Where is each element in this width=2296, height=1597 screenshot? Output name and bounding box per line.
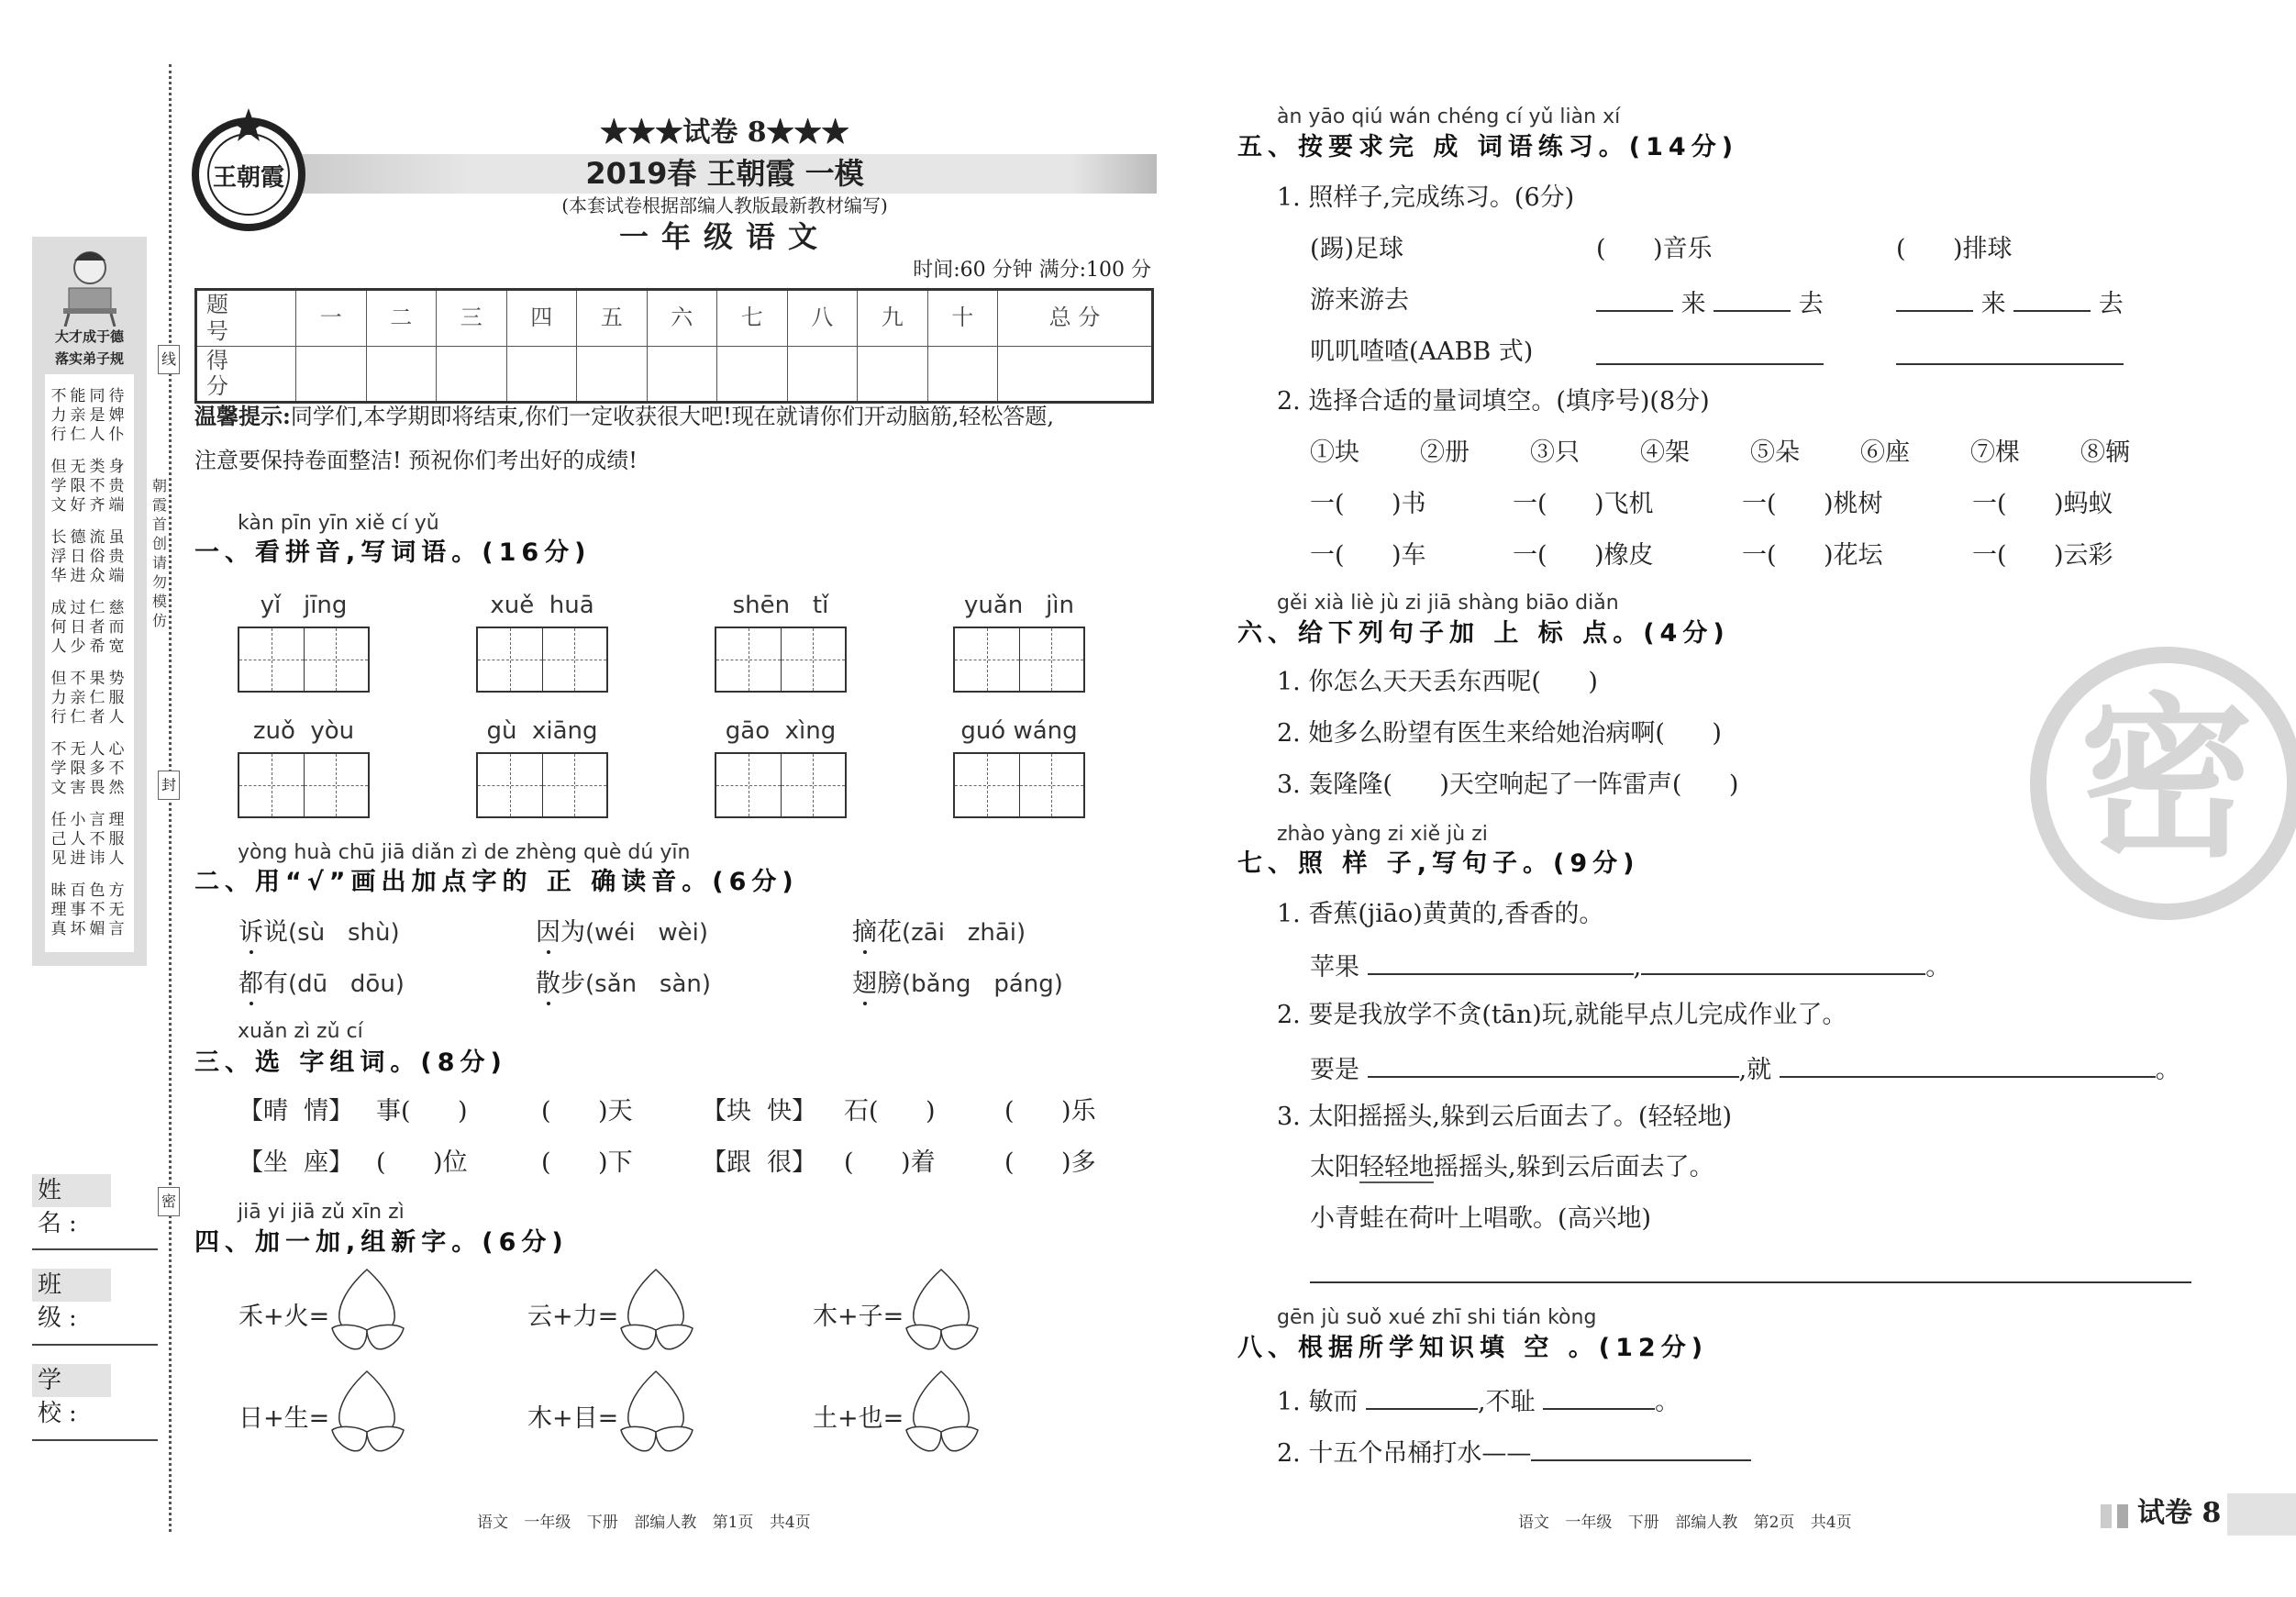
aabb-blank-1[interactable] [1596, 363, 1824, 365]
score-input-row [196, 346, 1153, 403]
s4-pinyin: jiā yi jiā zǔ xīn zì [238, 1201, 405, 1224]
blank[interactable] [1368, 949, 1634, 975]
score-header-cell: 题 号 [196, 290, 296, 347]
blank[interactable] [1641, 949, 1925, 975]
s7-q3-example [1310, 1153, 1714, 1182]
score-cell[interactable] [787, 346, 858, 403]
verse-line: 行仁者人 [50, 708, 128, 726]
exam-subtitle: (本套试卷根据部编人教版最新教材编写) [561, 194, 888, 216]
measure-fill-item[interactable]: 一( )车 [1310, 541, 1426, 570]
grid-cell[interactable] [478, 754, 543, 816]
pinyin-options[interactable]: (wéi wèi) [585, 919, 709, 947]
wangzhaoxia-logo [188, 101, 316, 238]
word-pinyin: gù xiāng [486, 717, 598, 745]
measure-fill-item[interactable]: 一( )桃树 [1742, 490, 1883, 518]
s5-q2: 2. 选择合适的量词填空。(填序号)(8分) [1277, 387, 1710, 416]
s6-title: 六、给下列句子加 上 标 点。(4分) [1237, 619, 1730, 648]
s7-q3-task: 小青蛙在荷叶上唱歌。(高兴地) [1310, 1204, 1652, 1233]
score-header-cell: 十 [927, 290, 998, 347]
addition-formula: 木+目= [527, 1404, 619, 1433]
char: 为 [560, 918, 585, 947]
score-header-cell: 一 [296, 290, 367, 347]
s5-title: 五、按要求完 成 词语练习。(14分) [1237, 133, 1739, 161]
s6-pinyin: gěi xià liè jù zi jiā shàng biāo diǎn [1277, 592, 1619, 615]
measure-word-option: ③只 [1530, 438, 1580, 467]
pronunciation-item[interactable] [238, 970, 405, 999]
motto-sidebar [32, 237, 147, 966]
s3-title: 三、选 字组词。(8分) [194, 1048, 507, 1077]
verse-group [45, 811, 134, 869]
grid-cell[interactable] [782, 754, 846, 816]
score-table [194, 288, 1154, 404]
blank[interactable] [2013, 286, 2091, 312]
logo-text: 王朝霞 [212, 164, 285, 192]
pinyin-options[interactable]: (bǎng páng) [902, 970, 1063, 998]
q2-mid: ,就 [1738, 1056, 1772, 1084]
tip-line-2: 注意要保持卷面整洁! 预祝你们考出好的成绩! [194, 448, 638, 473]
dotted-char: 都 [238, 970, 263, 998]
pronunciation-item[interactable] [852, 918, 1026, 948]
verse-line: 浮日俗贵 [50, 548, 128, 566]
verse-line: 长德流虽 [50, 528, 128, 547]
cut-mark-feng: 封 [158, 771, 180, 800]
s1-title: 一、看拼音,写词语。(16分) [194, 538, 592, 567]
verse-line: 文害畏然 [50, 779, 128, 797]
s5-pinyin: àn yāo qiú wán chéng cí yǔ liàn xí [1277, 105, 1621, 128]
s8-title: 八、根据所学知识填 空 。(12分) [1237, 1334, 1709, 1362]
verse-line: 不能同待 [50, 387, 128, 405]
corner-paper-label: 试卷 8 [2137, 1497, 2222, 1529]
lai-char: 来 [1680, 290, 1706, 318]
pinyin-options[interactable]: (sù shù) [288, 919, 400, 947]
pinyin-options[interactable]: (dū dōu) [288, 970, 405, 998]
verse-group [45, 882, 134, 939]
word-blank[interactable]: 事( ) [376, 1097, 468, 1126]
grid-cell[interactable] [1020, 628, 1084, 691]
s5-row-b-label: 游来游去 [1310, 286, 1409, 315]
blank[interactable] [1780, 1052, 2156, 1078]
paper-number: ★★★试卷 8★★★ [600, 116, 849, 149]
s7-q2-answer[interactable]: 要是 ,就 。 [1310, 1052, 2180, 1085]
student-cartoon-icon [60, 242, 120, 327]
school-label: 学 校: [32, 1364, 111, 1397]
peach-answer-icon[interactable] [904, 1268, 993, 1356]
class-field[interactable] [32, 1344, 158, 1346]
char-pair: 【块 快】 [702, 1097, 817, 1126]
word-pinyin: yǐ jīng [260, 592, 348, 619]
verse-line: 文好齐端 [50, 496, 128, 515]
lai-char: 来 [1980, 290, 2006, 318]
measure-word-option: ⑤朵 [1750, 438, 1800, 467]
exam-title: 2019春 王朝霞 一模 [585, 156, 864, 191]
s6-item-3[interactable]: 3. 轰隆隆( )天空响起了一阵雷声( ) [1277, 771, 1739, 799]
verse-line: 理事不无 [50, 901, 128, 919]
grid-cell[interactable] [305, 628, 369, 691]
s2-pinyin: yòng huà chū jiā diǎn zì de zhèng què dú yīn [238, 841, 691, 864]
verse-line: 但无类身 [50, 458, 128, 476]
measure-word-option: ④架 [1640, 438, 1690, 467]
char: 花 [877, 918, 902, 947]
s7-title: 七、照 样 子,写句子。(9分) [1237, 849, 1640, 878]
blank[interactable] [1896, 286, 1973, 312]
score-header-cell: 六 [647, 290, 717, 347]
word-blank[interactable]: 石( ) [844, 1097, 936, 1126]
measure-fill-item[interactable]: 一( )橡皮 [1513, 541, 1654, 570]
corner-decoration [2101, 1504, 2128, 1528]
s8-q1[interactable]: 1. 敏而 ,不耻 。 [1277, 1384, 1680, 1417]
measure-fill-item[interactable]: 一( )云彩 [1972, 541, 2113, 570]
blank[interactable] [1596, 286, 1673, 312]
addition-formula: 禾+火= [238, 1303, 330, 1331]
ex-b: 摇摇头,躲到云后面去了。 [1434, 1153, 1714, 1181]
name-field[interactable] [32, 1248, 158, 1250]
addition-formula: 土+也= [813, 1404, 904, 1433]
writing-grid[interactable] [238, 752, 370, 818]
q2-text: 2. 十五个吊桶打水—— [1277, 1439, 1532, 1468]
qu-char: 去 [1798, 290, 1824, 318]
s4-title: 四、加一加,组新字。(6分) [194, 1228, 569, 1257]
secret-watermark [2023, 642, 2296, 926]
s6-item-1[interactable]: 1. 你怎么天天丢东西呢( ) [1277, 668, 1598, 696]
char-pair: 【晴 情】 [238, 1097, 354, 1126]
dotted-char: 诉 [238, 918, 263, 947]
ex-underlined: 轻轻地 [1359, 1153, 1434, 1181]
verse-line: 力亲是婢 [50, 406, 128, 425]
verse-line: 己人不服 [50, 830, 128, 848]
grid-cell[interactable] [782, 628, 846, 691]
qu-char: 去 [2098, 290, 2124, 318]
dotted-char: 散 [536, 970, 560, 998]
score-cell[interactable] [366, 346, 437, 403]
verse-line: 华进众端 [50, 567, 128, 585]
q2-prefix: 要是 [1310, 1056, 1359, 1084]
score-row-label: 得 分 [196, 346, 296, 403]
blank[interactable] [1714, 286, 1791, 312]
writing-grid[interactable] [238, 627, 370, 693]
verse-line: 何日者而 [50, 618, 128, 637]
char: 步 [560, 970, 585, 998]
word-pinyin: guó wáng [960, 717, 1078, 745]
dotted-char: 翅 [852, 970, 877, 998]
score-header-cell: 三 [437, 290, 507, 347]
score-cell[interactable] [647, 346, 717, 403]
s5-row-a-1: (踢)足球 [1310, 235, 1404, 263]
measure-word-option: ⑦棵 [1970, 438, 2020, 467]
measure-word-option: ⑧辆 [2080, 438, 2130, 467]
word-pinyin: shēn tǐ [732, 592, 829, 619]
watermark-char: 密 [2079, 678, 2255, 881]
pronunciation-item[interactable] [852, 970, 1063, 999]
peach-answer-icon[interactable] [330, 1268, 418, 1356]
word-blank[interactable]: ( )天 [541, 1097, 633, 1126]
school-field[interactable] [32, 1439, 158, 1441]
measure-fill-item[interactable]: 一( )花坛 [1742, 541, 1883, 570]
measure-fill-item[interactable]: 一( )书 [1310, 490, 1426, 518]
char-pair: 【坐 座】 [238, 1148, 354, 1177]
s7-q3: 3. 太阳摇摇头,躲到云后面去了。(轻轻地) [1277, 1103, 1732, 1131]
word-pinyin: xuě huā [490, 592, 594, 619]
peach-answer-icon[interactable] [330, 1370, 418, 1458]
verse-line: 见进讳人 [50, 849, 128, 868]
grid-cell[interactable] [543, 628, 607, 691]
tip-line-1 [194, 404, 1054, 430]
blank[interactable] [1531, 1436, 1751, 1461]
blank[interactable] [1368, 1052, 1739, 1078]
verse-group [45, 387, 134, 445]
score-header-cell: 九 [858, 290, 928, 347]
verse-group [45, 458, 134, 516]
verse-line: 人少希宽 [50, 638, 128, 656]
word-pinyin: gāo xìng [725, 717, 837, 745]
score-cell[interactable] [717, 346, 788, 403]
verse-line: 成过仁慈 [50, 599, 128, 617]
grid-cell[interactable] [305, 754, 369, 816]
score-header-cell: 八 [787, 290, 858, 347]
addition-formula: 木+子= [813, 1303, 904, 1331]
verse-line: 昧百色方 [50, 882, 128, 900]
writing-grid[interactable] [715, 627, 847, 693]
blank[interactable] [1366, 1384, 1478, 1410]
measure-word-option: ⑥座 [1860, 438, 1910, 467]
grid-cell[interactable] [543, 754, 607, 816]
word-blank[interactable]: ( )多 [1004, 1148, 1096, 1177]
grid-cell[interactable] [239, 628, 305, 691]
char: 有 [263, 970, 288, 998]
grid-cell[interactable] [239, 754, 305, 816]
grid-cell[interactable] [1020, 754, 1084, 816]
pronunciation-item[interactable] [536, 918, 708, 948]
q1-b: ,不耻 [1477, 1388, 1536, 1416]
s7-q2: 2. 要是我放学不贪(tān)玩,就能早点儿完成作业了。 [1277, 1001, 1847, 1029]
score-cell[interactable] [998, 346, 1153, 403]
verse-group [45, 740, 134, 798]
word-pinyin: zuǒ yòu [252, 717, 355, 745]
verse-line: 行仁人仆 [50, 426, 128, 444]
score-cell[interactable] [927, 346, 998, 403]
class-label: 班 级: [32, 1269, 111, 1302]
peach-answer-icon[interactable] [619, 1370, 707, 1458]
s5-row-b-answer-1[interactable] [1596, 286, 1824, 319]
writing-grid[interactable] [715, 752, 847, 818]
name-label: 姓 名: [32, 1174, 111, 1207]
score-cell[interactable] [506, 346, 577, 403]
dotted-char: 摘 [852, 918, 877, 947]
char: 膀 [877, 970, 902, 998]
dotted-char: 因 [536, 918, 560, 947]
measure-word-option: ②册 [1420, 438, 1470, 467]
s5-row-a-2[interactable]: ( )音乐 [1596, 235, 1713, 263]
s2-title: 二、用“√”画出加点字的 正 确读音。(6分) [194, 868, 799, 896]
motto-line-2: 落实弟子规 [54, 350, 124, 367]
cut-mark-mi: 密 [158, 1187, 180, 1216]
ex-a: 太阳 [1310, 1153, 1359, 1181]
s5-row-a-3[interactable]: ( )排球 [1896, 235, 2013, 263]
verses-box [45, 374, 134, 952]
aabb-blank-2[interactable] [1896, 363, 2124, 365]
pinyin-options[interactable]: (sǎn sàn) [585, 970, 711, 998]
q1-a: 1. 敏而 [1277, 1388, 1359, 1416]
score-cell[interactable] [577, 346, 648, 403]
score-cell[interactable] [296, 346, 367, 403]
score-cell[interactable] [858, 346, 928, 403]
grid-cell[interactable] [478, 628, 543, 691]
score-header-cell: 五 [577, 290, 648, 347]
word-blank[interactable]: ( )位 [376, 1148, 468, 1177]
time-score-info: 时间:60 分钟 满分:100 分 [913, 259, 1151, 282]
s7-q3-answer-line[interactable] [1310, 1281, 2191, 1283]
blank[interactable] [1543, 1384, 1655, 1410]
score-header-cell: 二 [366, 290, 437, 347]
verse-line: 但不果势 [50, 670, 128, 688]
word-blank[interactable]: ( )乐 [1004, 1097, 1096, 1126]
footer-right: 语文 一年级 下册 部编人教 第2页 共4页 [1518, 1514, 1852, 1532]
verse-group [45, 528, 134, 586]
grid-cell[interactable] [716, 754, 782, 816]
grid-cell[interactable] [955, 628, 1020, 691]
verse-line: 真坏媚言 [50, 920, 128, 938]
s8-q2[interactable] [1277, 1436, 1751, 1469]
score-header-row [196, 290, 1153, 347]
char-pair: 【跟 很】 [702, 1148, 817, 1177]
q1-prefix: 苹果 [1310, 953, 1359, 981]
s5-row-b-answer-2[interactable] [1896, 286, 2124, 319]
corner-gray-block [2227, 1493, 2296, 1536]
score-cell[interactable] [437, 346, 507, 403]
s7-q1-answer[interactable]: 苹果 , 。 [1310, 949, 1950, 982]
addition-formula: 云+力= [527, 1303, 619, 1331]
word-pinyin: yuǎn jìn [964, 592, 1074, 619]
s5-row-c-label: 叽叽喳喳(AABB 式) [1310, 338, 1534, 366]
verse-group [45, 670, 134, 727]
score-header-cell: 四 [506, 290, 577, 347]
verse-line: 学限多不 [50, 760, 128, 778]
measure-word-option: ①块 [1310, 438, 1359, 467]
peach-answer-icon[interactable] [619, 1268, 707, 1356]
writing-grid[interactable] [476, 627, 608, 693]
copyright-notice: 朝霞首创 请勿模仿 [152, 477, 168, 629]
verse-line: 力亲仁服 [50, 689, 128, 707]
writing-grid[interactable] [953, 752, 1085, 818]
word-blank[interactable]: ( )下 [541, 1148, 633, 1177]
pronunciation-item[interactable] [238, 918, 400, 948]
cut-mark-xian: 线 [158, 345, 180, 374]
measure-fill-item[interactable]: 一( )蚂蚁 [1972, 490, 2113, 518]
s3-pinyin: xuǎn zì zǔ cí [238, 1020, 363, 1043]
s8-pinyin: gēn jù suǒ xué zhī shi tián kòng [1277, 1306, 1597, 1329]
verse-line: 不无人心 [50, 740, 128, 759]
s1-pinyin: kàn pīn yīn xiě cí yǔ [238, 512, 439, 535]
grid-cell[interactable] [716, 628, 782, 691]
s7-pinyin: zhào yàng zi xiě jù zi [1277, 823, 1488, 846]
peach-answer-icon[interactable] [904, 1370, 993, 1458]
grid-cell[interactable] [955, 754, 1020, 816]
s6-item-2[interactable]: 2. 她多么盼望有医生来给她治病啊( ) [1277, 719, 1722, 748]
s7-q1: 1. 香蕉(jiāo)黄黄的,香香的。 [1277, 900, 1604, 928]
addition-formula: 日+生= [238, 1404, 330, 1433]
writing-grid[interactable] [476, 752, 608, 818]
subject-title: 一年级语文 [618, 219, 830, 254]
s5-q1: 1. 照样子,完成练习。(6分) [1277, 183, 1575, 212]
writing-grid[interactable] [953, 627, 1085, 693]
verse-line: 学限不贵 [50, 477, 128, 495]
motto-line-1: 大才成于德 [54, 328, 124, 345]
pinyin-options[interactable]: (zāi zhāi) [902, 919, 1026, 947]
tip-label: 温馨提示: [194, 403, 291, 429]
score-header-cell: 总 分 [998, 290, 1153, 347]
pronunciation-item[interactable] [536, 970, 711, 999]
char: 说 [263, 918, 288, 947]
word-blank[interactable]: ( )着 [844, 1148, 936, 1177]
tip-text-1: 同学们,本学期即将结束,你们一定收获很大吧!现在就请你们开动脑筋,轻松答题, [290, 404, 1055, 429]
score-header-cell: 七 [717, 290, 788, 347]
measure-fill-item[interactable]: 一( )飞机 [1513, 490, 1654, 518]
footer-left: 语文 一年级 下册 部编人教 第1页 共4页 [477, 1514, 811, 1532]
verse-group [45, 599, 134, 657]
verse-line: 任小言理 [50, 811, 128, 829]
